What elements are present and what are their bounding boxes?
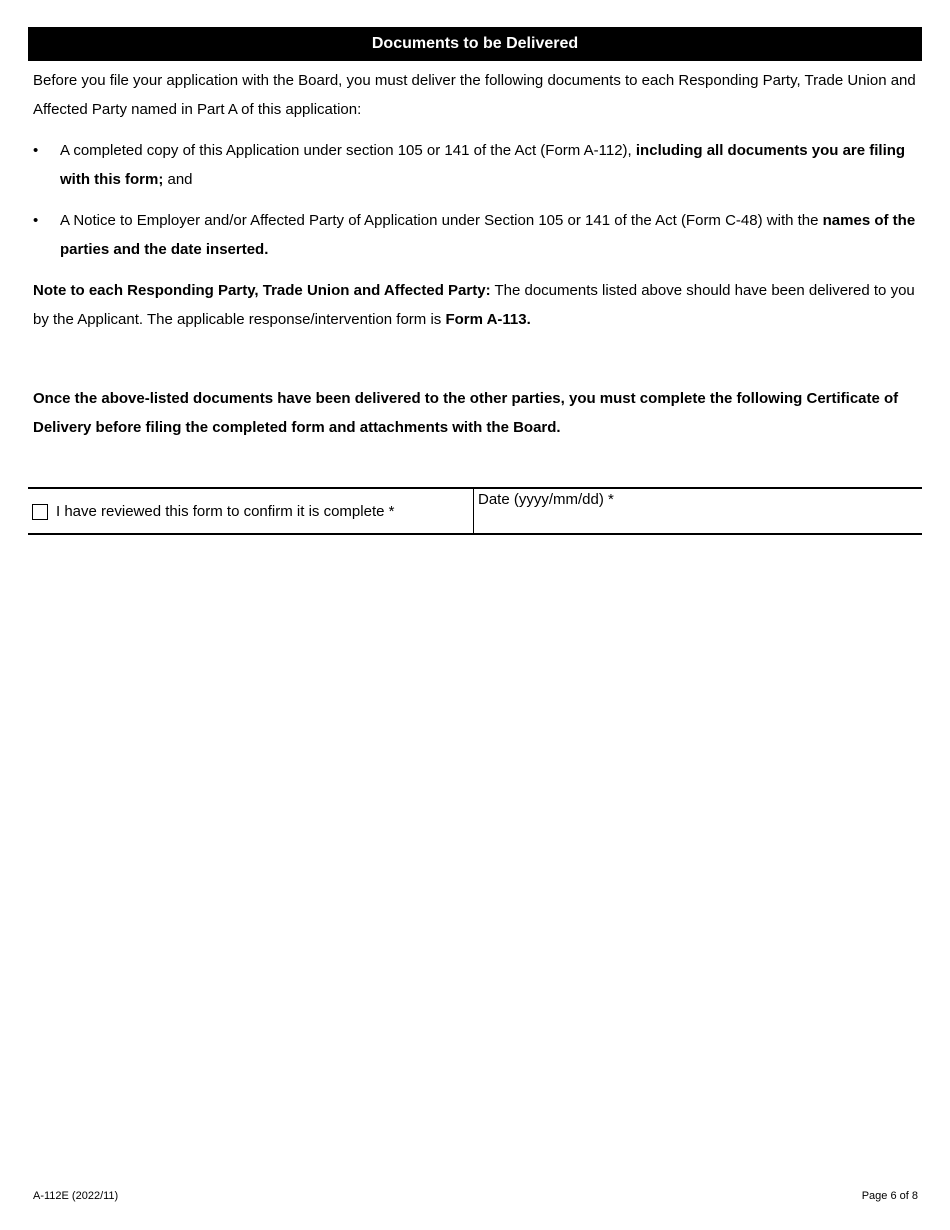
page-number: Page 6 of 8 [861,1190,918,1202]
review-complete-checkbox[interactable] [32,504,48,520]
note-form: Form A-113. [445,311,531,328]
section-title: Documents to be Delivered [371,35,579,52]
bullet-text [60,136,923,194]
bullet-text [60,206,923,264]
intro-paragraph: Before you file your application with the Board, you must deliver the following documents to each Responding Party, Trade Union and Affected Party named in Part A of this application: [33,72,916,118]
review-checkbox-label: I have reviewed this form to confirm it is complete * [56,502,395,520]
review-confirmation-row [28,487,922,535]
bullet-text-bold: names of the parties and the date inserted. [60,212,916,258]
bullet-item-notice [33,206,923,264]
note-text: The documents listed above should have been delivered to you by the Applicant. The applicable response/intervention form is [33,282,915,328]
date-field[interactable] [478,511,918,531]
note-label: Note to each Responding Party, Trade Union and Affected Party: [33,282,491,299]
bullet-text-plain: A completed copy of this Application under section 105 or 141 of the Act (Form A-112), [60,142,636,159]
bullet-text-bold: including all documents you are filing with this form; [60,142,906,188]
date-label: Date (yyyy/mm/dd) * [478,491,614,508]
bullet-text-end: and [163,171,193,188]
note-paragraph [33,276,923,334]
certificate-instruction: Once the above-listed documents have been delivered to the other parties, you must complete the following Certificate of Delivery before filing the completed form and attachments with the Board. [33,390,899,436]
bullet-marker: • [33,212,39,229]
section-header [28,27,922,61]
review-checkbox-cell[interactable] [28,489,474,533]
form-code: A-112E (2022/11) [33,1190,119,1202]
bullet-item-application-copy [33,136,923,194]
date-cell[interactable] [474,489,922,533]
bullet-marker: • [33,142,39,159]
bullet-text-plain: A Notice to Employer and/or Affected Party of Application under Section 105 or 141 of the Act (Form C-48) with the [60,212,823,229]
